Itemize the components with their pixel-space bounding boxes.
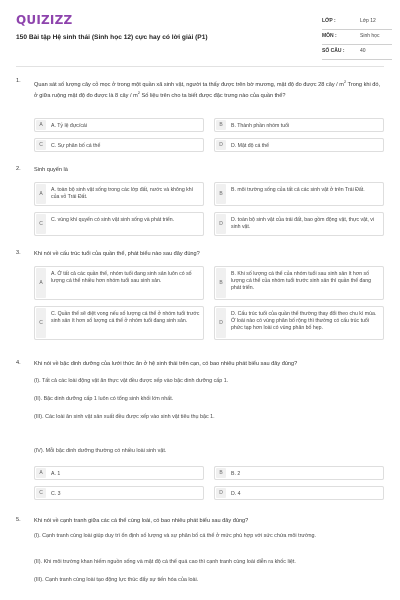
question-number: 4. <box>16 360 21 366</box>
option-c[interactable] <box>34 138 204 152</box>
option-a[interactable] <box>34 118 204 132</box>
option-text: A. Ở tất cả các quần thể, nhóm tuổi đang sinh sản luôn có số lượng cá thể nhiều hơn nhóm tuổi sau sinh sản. <box>51 270 192 284</box>
option-letter: B <box>216 184 226 204</box>
option-text: A. 1 <box>51 470 61 477</box>
option-letter: A <box>36 184 46 204</box>
option-b[interactable] <box>214 266 384 300</box>
option-text: D. Cấu trúc tuổi của quần thể thường thay đổi theo chu kì mùa. Ở loài nào có vùng phân bố rộng thì thường có cấu trúc tuổi phức tạp hơn loài có vùng phân bố hẹp. <box>231 310 377 331</box>
option-letter: C <box>36 488 46 498</box>
question-text: Khi nói về bậc dinh dưỡng của lưới thức ăn ở hệ sinh thái trên cạn, có bao nhiêu phát biểu sau đây đúng? <box>34 361 298 367</box>
meta-value: 40 <box>360 48 366 54</box>
statement: (II). Khi môi trường khan hiếm nguồn sống và mật độ cá thể quá cao thì cạnh tranh cùng loài diễn ra khốc liệt. <box>34 559 296 565</box>
option-text: C. vùng khí quyển có sinh vật sinh sống và phát triển. <box>51 216 175 223</box>
meta-row-subject <box>322 30 392 45</box>
statement: (IV). Mỗi bậc dinh dưỡng thường có nhiều loài sinh vật. <box>34 448 167 454</box>
question-number: 3. <box>16 250 21 256</box>
option-letter: A <box>36 120 46 130</box>
option-letter: C <box>36 308 46 338</box>
question-number: 5. <box>16 517 21 523</box>
document-title: 150 Bài tập Hệ sinh thái (Sinh học 12) cực hay có lời giải (P1) <box>16 34 208 41</box>
question-text: Quan sát số lượng cây cỏ mọc ở trong một quần xã sinh vật, người ta thấy được trên bờ mương, mật độ đo được 28 cây / $m^2$ Trong khi đó, ở giữa ruộng mật độ đo được là 8 cây / $m^2$ Số liệu trên cho ta biết được đặc trưng nào của quần thể? <box>34 79 381 99</box>
option-text: B. Khi số lượng cá thể của nhóm tuổi sau sinh sản ít hơn số lượng cá thể của nhóm tuổi trước sinh sản thì quần thể đang phát triển. <box>231 270 372 291</box>
option-text: A. toàn bộ sinh vật sống trong các lớp đất, nước và không khí của vỏ Trái Đất. <box>51 186 194 200</box>
option-text: B. 2 <box>231 470 241 477</box>
option-a[interactable] <box>34 466 204 480</box>
option-d[interactable] <box>214 486 384 500</box>
option-text: D. Mật độ cá thể <box>231 142 270 149</box>
option-letter: A <box>36 468 46 478</box>
option-text: C. 3 <box>51 490 61 497</box>
option-b[interactable] <box>214 182 384 206</box>
meta-row-count <box>322 45 392 60</box>
option-d[interactable] <box>214 138 384 152</box>
option-c[interactable] <box>34 306 204 340</box>
question-2 <box>16 166 384 242</box>
option-d[interactable] <box>214 212 384 236</box>
option-letter: D <box>216 214 226 234</box>
statement: (III). Các loài ăn sinh vật sản xuất đều được xếp vào sinh vật tiêu thụ bậc 1. <box>34 414 215 420</box>
option-text: D. toàn bộ sinh vật của trái đất, bao gồm động vật, thực vật, vi sinh vật. <box>231 216 375 230</box>
option-c[interactable] <box>34 212 204 236</box>
meta-value: Lớp 12 <box>360 18 376 24</box>
statement: (I). Cạnh tranh cùng loài giúp duy trì ổn định số lượng và sự phân bố cá thể ở mức phù hợp với sức chứa môi trường. <box>34 533 317 539</box>
meta-label: LỚP : <box>322 18 336 24</box>
option-text: A. Tỷ lệ đực/cái <box>51 122 87 129</box>
header-divider <box>16 66 384 67</box>
statement: (I). Tất cả các loài động vật ăn thực vật đều được xếp vào bậc dinh dưỡng cấp 1. <box>34 378 229 384</box>
option-letter: A <box>36 268 46 298</box>
question-text: Sinh quyển là <box>34 167 68 173</box>
option-letter: B <box>216 268 226 298</box>
question-number: 2. <box>16 166 21 172</box>
option-b[interactable] <box>214 466 384 480</box>
option-d[interactable] <box>214 306 384 340</box>
question-text: Khi nói về cạnh tranh giữa các cá thể cùng loài, có bao nhiêu phát biểu sau đây đúng? <box>34 518 249 524</box>
option-a[interactable] <box>34 266 204 300</box>
meta-value: Sinh học <box>360 33 380 39</box>
question-text: Khi nói về cấu trúc tuổi của quần thể, phát biểu nào sau đây đúng? <box>34 251 200 257</box>
option-text: D. 4 <box>231 490 241 497</box>
option-text: C. Quần thể sẽ diệt vong nếu số lượng cá thể ở nhóm tuổi trước sinh sản ít hơn số lượng cá thể ở nhóm tuổi đang sinh sản. <box>51 310 200 324</box>
question-3 <box>16 250 384 344</box>
option-text: B. Thành phần nhóm tuổi <box>231 122 290 129</box>
meta-row-class <box>322 15 392 30</box>
quizizz-logo: QUIZIZZ <box>16 13 73 27</box>
option-a[interactable] <box>34 182 204 206</box>
option-letter: D <box>216 488 226 498</box>
option-letter: B <box>216 120 226 130</box>
option-text: C. Sự phân bố cá thể <box>51 142 101 149</box>
option-letter: C <box>36 140 46 150</box>
option-letter: B <box>216 468 226 478</box>
option-b[interactable] <box>214 118 384 132</box>
question-1 <box>16 78 384 158</box>
option-c[interactable] <box>34 486 204 500</box>
option-letter: D <box>216 140 226 150</box>
question-number: 1. <box>16 78 21 84</box>
option-text: B. môi trường sống của tất cả các sinh vật ở trên Trái Đất. <box>231 186 365 193</box>
meta-label: SỐ CÂU : <box>322 48 345 54</box>
option-letter: C <box>36 214 46 234</box>
meta-label: MÔN : <box>322 33 337 39</box>
document-header <box>0 0 400 66</box>
document-meta <box>322 15 392 60</box>
option-letter: D <box>216 308 226 338</box>
statement: (III). Cạnh tranh cùng loài tạo động lực thúc đẩy sự tiến hóa của loài. <box>34 577 199 583</box>
statement: (II). Bậc dinh dưỡng cấp 1 luôn có tổng sinh khối lớn nhất. <box>34 396 174 402</box>
